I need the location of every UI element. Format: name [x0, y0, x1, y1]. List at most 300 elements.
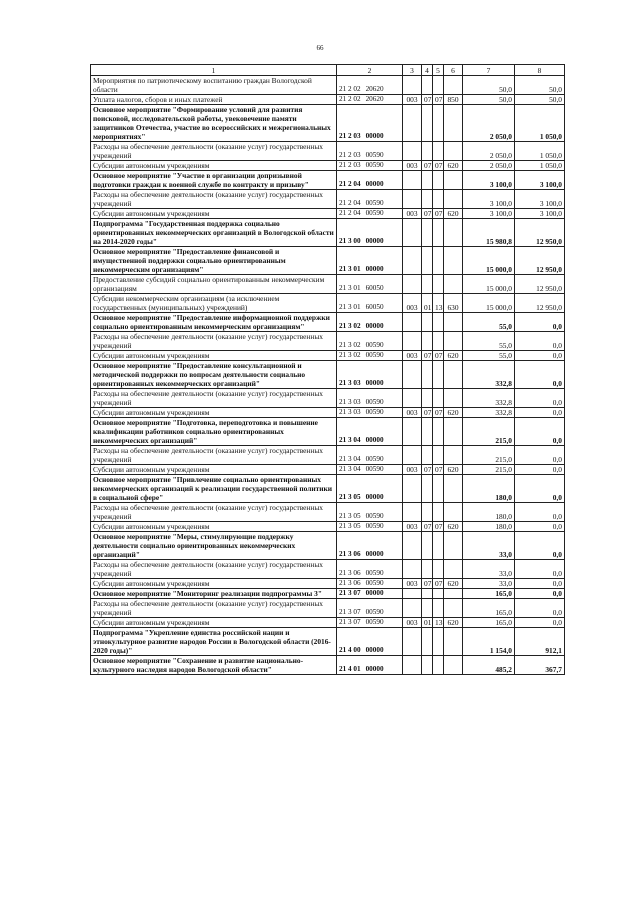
column-number: 2 — [337, 65, 403, 76]
row-subsection — [433, 475, 444, 503]
code-direction: 00590 — [365, 618, 384, 626]
row-expense-type — [444, 418, 463, 446]
row-code — [337, 618, 403, 628]
code-program: 21 3 02 — [339, 341, 361, 349]
row-code — [337, 522, 403, 532]
row-subsection — [433, 389, 444, 408]
table-row — [91, 95, 565, 105]
row-expense-type: 630 — [444, 294, 463, 313]
row-section — [422, 361, 433, 389]
table-row — [91, 161, 565, 171]
row-name: Расходы на обеспечение деятельности (оказание услуг) государственных учреждений — [91, 389, 337, 408]
code-program: 21 2 04 — [339, 199, 361, 207]
row-amount-col8: 12 950,0 — [515, 247, 565, 275]
row-expense-type — [444, 503, 463, 522]
row-admin-code — [403, 76, 422, 95]
row-subsection: 07 — [433, 161, 444, 171]
row-subsection — [433, 503, 444, 522]
row-subsection — [433, 190, 444, 209]
row-section: 07 — [422, 351, 433, 361]
row-admin-code — [403, 332, 422, 351]
row-admin-code — [403, 560, 422, 579]
row-section — [422, 589, 433, 599]
row-admin-code: 003 — [403, 579, 422, 589]
row-amount-col8: 0,0 — [515, 618, 565, 628]
row-amount-col8: 50,0 — [515, 95, 565, 105]
row-admin-code — [403, 247, 422, 275]
row-name: Расходы на обеспечение деятельности (оказание услуг) государственных учреждений — [91, 142, 337, 161]
table-row — [91, 332, 565, 351]
row-admin-code — [403, 599, 422, 618]
column-number: 4 — [422, 65, 433, 76]
row-expense-type — [444, 313, 463, 332]
row-amount-col8: 0,0 — [515, 361, 565, 389]
row-section — [422, 418, 433, 446]
row-expense-type — [444, 247, 463, 275]
row-expense-type: 620 — [444, 351, 463, 361]
row-name: Расходы на обеспечение деятельности (оказание услуг) государственных учреждений — [91, 190, 337, 209]
row-name: Основное мероприятие "Предоставление финансовой и имущественной поддержки социально ориентированным некоммерческим организациям" — [91, 247, 337, 275]
row-amount-col7: 215,0 — [463, 446, 515, 465]
row-amount-col7: 165,0 — [463, 618, 515, 628]
row-expense-type: 850 — [444, 95, 463, 105]
table-body — [91, 76, 565, 675]
row-section — [422, 275, 433, 294]
row-section — [422, 76, 433, 95]
row-subsection — [433, 247, 444, 275]
row-code — [337, 599, 403, 618]
row-subsection: 13 — [433, 294, 444, 313]
code-program: 21 4 00 — [339, 646, 361, 654]
row-code — [337, 332, 403, 351]
row-code — [337, 418, 403, 446]
row-code — [337, 465, 403, 475]
row-expense-type — [444, 190, 463, 209]
row-amount-col7: 55,0 — [463, 313, 515, 332]
code-direction: 00000 — [365, 550, 384, 558]
row-amount-col7: 2 050,0 — [463, 161, 515, 171]
code-direction: 00590 — [365, 199, 384, 207]
row-amount-col8: 12 950,0 — [515, 294, 565, 313]
row-admin-code: 003 — [403, 294, 422, 313]
row-name: Расходы на обеспечение деятельности (оказание услуг) государственных учреждений — [91, 446, 337, 465]
row-code — [337, 294, 403, 313]
row-subsection — [433, 171, 444, 190]
row-amount-col8: 3 100,0 — [515, 171, 565, 190]
code-direction: 20620 — [365, 85, 384, 93]
row-amount-col8: 912,1 — [515, 628, 565, 656]
row-name: Субсидии некоммерческим организациям (за исключением государственных (муниципальных) учреждений) — [91, 294, 337, 313]
row-code — [337, 95, 403, 105]
row-section — [422, 560, 433, 579]
row-amount-col8: 0,0 — [515, 475, 565, 503]
code-program: 21 3 00 — [339, 237, 361, 245]
row-name: Основное мероприятие "Участие в организации допризывной подготовки граждан к военной службе по контракту и призыву" — [91, 171, 337, 190]
row-amount-col8: 3 100,0 — [515, 190, 565, 209]
row-admin-code — [403, 532, 422, 560]
row-expense-type — [444, 589, 463, 599]
column-number: 7 — [463, 65, 515, 76]
row-amount-col7: 215,0 — [463, 465, 515, 475]
table-row — [91, 465, 565, 475]
row-code — [337, 656, 403, 675]
table-row — [91, 618, 565, 628]
row-name: Субсидии автономным учреждениям — [91, 408, 337, 418]
row-name: Предоставление субсидий социально ориентированным некоммерческим организациям — [91, 275, 337, 294]
code-direction: 00590 — [365, 455, 384, 463]
row-amount-col8: 0,0 — [515, 599, 565, 618]
row-admin-code — [403, 219, 422, 247]
table-row — [91, 105, 565, 142]
row-code — [337, 446, 403, 465]
code-program: 21 3 01 — [339, 284, 361, 292]
column-number-row — [91, 65, 565, 76]
row-code — [337, 219, 403, 247]
row-amount-col7: 180,0 — [463, 522, 515, 532]
row-subsection — [433, 219, 444, 247]
row-admin-code — [403, 446, 422, 465]
row-code — [337, 475, 403, 503]
table-row — [91, 171, 565, 190]
row-expense-type: 620 — [444, 522, 463, 532]
code-direction: 00590 — [365, 522, 384, 530]
row-subsection — [433, 361, 444, 389]
row-code — [337, 351, 403, 361]
table-row — [91, 294, 565, 313]
row-section — [422, 446, 433, 465]
row-section: 07 — [422, 95, 433, 105]
row-admin-code: 003 — [403, 351, 422, 361]
code-direction: 00000 — [365, 436, 384, 444]
code-program: 21 3 01 — [339, 265, 361, 273]
row-amount-col7: 55,0 — [463, 351, 515, 361]
row-expense-type — [444, 76, 463, 95]
row-name: Уплата налогов, сборов и иных платежей — [91, 95, 337, 105]
row-section — [422, 656, 433, 675]
code-program: 21 2 04 — [339, 209, 361, 217]
row-name: Основное мероприятие "Формирование условий для развития поисковой, исследовательской работы, увековечение памяти защитников Отечества, участие во всероссийских и межрегиональных мероприятиях" — [91, 105, 337, 142]
code-program: 21 3 03 — [339, 398, 361, 406]
row-code — [337, 105, 403, 142]
row-amount-col8: 3 100,0 — [515, 209, 565, 219]
row-admin-code: 003 — [403, 408, 422, 418]
code-direction: 00000 — [365, 646, 384, 654]
code-direction: 60050 — [365, 284, 384, 292]
code-program: 21 3 07 — [339, 618, 361, 626]
code-direction: 00590 — [365, 151, 384, 159]
row-name: Субсидии автономным учреждениям — [91, 209, 337, 219]
table-row — [91, 446, 565, 465]
row-amount-col7: 165,0 — [463, 599, 515, 618]
table-row — [91, 579, 565, 589]
code-direction: 00000 — [365, 493, 384, 501]
row-admin-code — [403, 589, 422, 599]
table-row — [91, 313, 565, 332]
code-direction: 00590 — [365, 351, 384, 359]
row-section — [422, 332, 433, 351]
code-program: 21 3 04 — [339, 465, 361, 473]
row-amount-col8: 0,0 — [515, 579, 565, 589]
code-direction: 00000 — [365, 322, 384, 330]
row-code — [337, 361, 403, 389]
row-subsection — [433, 446, 444, 465]
row-amount-col7: 1 154,0 — [463, 628, 515, 656]
row-subsection: 07 — [433, 209, 444, 219]
code-program: 21 2 02 — [339, 85, 361, 93]
row-name: Основное мероприятие "Предоставление консультационной и методической поддержки по вопросам деятельности социально ориентированных некоммерческих организаций" — [91, 361, 337, 389]
row-section — [422, 475, 433, 503]
row-name: Подпрограмма "Укрепление единства российской нации и этнокультурное развитие народов России в Вологодской области (2016-2020 годы)" — [91, 628, 337, 656]
row-admin-code: 003 — [403, 465, 422, 475]
budget-table — [90, 64, 565, 675]
row-section: 07 — [422, 579, 433, 589]
row-section — [422, 503, 433, 522]
row-amount-col8: 0,0 — [515, 503, 565, 522]
row-name: Основное мероприятие "Подготовка, переподготовка и повышение квалификации работников социально ориентированных некоммерческих организаций" — [91, 418, 337, 446]
row-expense-type — [444, 332, 463, 351]
row-expense-type — [444, 446, 463, 465]
row-admin-code: 003 — [403, 522, 422, 532]
row-amount-col7: 332,8 — [463, 408, 515, 418]
row-section — [422, 389, 433, 408]
row-amount-col8: 0,0 — [515, 351, 565, 361]
row-expense-type: 620 — [444, 209, 463, 219]
row-code — [337, 628, 403, 656]
code-program: 21 3 06 — [339, 579, 361, 587]
code-program: 21 3 07 — [339, 608, 361, 616]
code-program: 21 2 03 — [339, 151, 361, 159]
code-program: 21 2 02 — [339, 95, 361, 103]
row-name: Расходы на обеспечение деятельности (оказание услуг) государственных учреждений — [91, 599, 337, 618]
row-subsection: 07 — [433, 465, 444, 475]
row-amount-col8: 0,0 — [515, 408, 565, 418]
column-number: 5 — [433, 65, 444, 76]
row-admin-code — [403, 475, 422, 503]
row-expense-type — [444, 389, 463, 408]
row-admin-code: 003 — [403, 209, 422, 219]
code-program: 21 3 07 — [339, 589, 361, 597]
row-code — [337, 589, 403, 599]
row-expense-type — [444, 219, 463, 247]
code-direction: 00590 — [365, 209, 384, 217]
row-expense-type: 620 — [444, 618, 463, 628]
table-row — [91, 599, 565, 618]
row-amount-col7: 15 000,0 — [463, 247, 515, 275]
row-code — [337, 190, 403, 209]
code-direction: 00590 — [365, 161, 384, 169]
table-row — [91, 351, 565, 361]
code-program: 21 3 06 — [339, 550, 361, 558]
row-admin-code — [403, 503, 422, 522]
row-section — [422, 142, 433, 161]
row-amount-col8: 0,0 — [515, 532, 565, 560]
table-row — [91, 418, 565, 446]
row-name: Основное мероприятие "Сохранение и развитие национально-культурного наследия народов Вологодской области" — [91, 656, 337, 675]
row-amount-col7: 332,8 — [463, 389, 515, 408]
row-name: Субсидии автономным учреждениям — [91, 351, 337, 361]
row-name: Основное мероприятие "Меры, стимулирующие поддержку деятельности социально ориентированных некоммерческих организаций" — [91, 532, 337, 560]
row-amount-col7: 55,0 — [463, 332, 515, 351]
row-subsection: 13 — [433, 618, 444, 628]
code-program: 21 4 01 — [339, 665, 361, 673]
row-code — [337, 275, 403, 294]
column-number: 8 — [515, 65, 565, 76]
row-amount-col8: 12 950,0 — [515, 275, 565, 294]
row-amount-col7: 33,0 — [463, 532, 515, 560]
row-amount-col8: 0,0 — [515, 446, 565, 465]
table-row — [91, 389, 565, 408]
row-code — [337, 579, 403, 589]
code-program: 21 2 03 — [339, 132, 361, 140]
code-direction: 00590 — [365, 465, 384, 473]
code-program: 21 3 03 — [339, 408, 361, 416]
row-code — [337, 142, 403, 161]
table-row — [91, 219, 565, 247]
row-section — [422, 599, 433, 618]
row-admin-code: 003 — [403, 618, 422, 628]
code-program: 21 3 03 — [339, 379, 361, 387]
row-code — [337, 503, 403, 522]
row-subsection: 07 — [433, 408, 444, 418]
row-admin-code — [403, 190, 422, 209]
row-admin-code — [403, 361, 422, 389]
column-number: 3 — [403, 65, 422, 76]
row-admin-code — [403, 656, 422, 675]
row-amount-col7: 50,0 — [463, 76, 515, 95]
row-amount-col8: 0,0 — [515, 332, 565, 351]
table-row — [91, 275, 565, 294]
row-code — [337, 76, 403, 95]
table-row — [91, 209, 565, 219]
row-section — [422, 628, 433, 656]
code-program: 21 3 05 — [339, 512, 361, 520]
code-direction: 00590 — [365, 408, 384, 416]
row-admin-code — [403, 628, 422, 656]
row-amount-col7: 215,0 — [463, 418, 515, 446]
row-amount-col8: 0,0 — [515, 560, 565, 579]
row-subsection — [433, 532, 444, 560]
row-name: Расходы на обеспечение деятельности (оказание услуг) государственных учреждений — [91, 332, 337, 351]
row-admin-code — [403, 418, 422, 446]
row-section — [422, 105, 433, 142]
code-direction: 00590 — [365, 341, 384, 349]
row-name: Основное мероприятие "Предоставление информационной поддержки социально ориентированным некоммерческим организациям" — [91, 313, 337, 332]
row-amount-col8: 367,7 — [515, 656, 565, 675]
row-subsection: 07 — [433, 522, 444, 532]
row-expense-type — [444, 599, 463, 618]
row-amount-col8: 0,0 — [515, 389, 565, 408]
row-amount-col8: 1 050,0 — [515, 142, 565, 161]
row-code — [337, 171, 403, 190]
row-amount-col7: 3 100,0 — [463, 209, 515, 219]
row-subsection — [433, 589, 444, 599]
row-code — [337, 389, 403, 408]
row-admin-code — [403, 105, 422, 142]
row-expense-type — [444, 532, 463, 560]
table-row — [91, 190, 565, 209]
row-section — [422, 190, 433, 209]
row-name: Субсидии автономным учреждениям — [91, 522, 337, 532]
row-name: Расходы на обеспечение деятельности (оказание услуг) государственных учреждений — [91, 560, 337, 579]
row-section — [422, 219, 433, 247]
row-expense-type — [444, 628, 463, 656]
row-expense-type — [444, 275, 463, 294]
row-expense-type — [444, 560, 463, 579]
table-row — [91, 560, 565, 579]
code-direction: 00000 — [365, 379, 384, 387]
row-amount-col7: 2 050,0 — [463, 142, 515, 161]
row-admin-code — [403, 275, 422, 294]
row-code — [337, 532, 403, 560]
row-name: Субсидии автономным учреждениям — [91, 465, 337, 475]
row-expense-type — [444, 475, 463, 503]
row-subsection: 07 — [433, 95, 444, 105]
row-code — [337, 408, 403, 418]
row-name: Субсидии автономным учреждениям — [91, 579, 337, 589]
row-expense-type — [444, 656, 463, 675]
row-amount-col8: 1 050,0 — [515, 105, 565, 142]
row-amount-col8: 12 950,0 — [515, 219, 565, 247]
row-subsection — [433, 560, 444, 579]
code-program: 21 3 01 — [339, 303, 361, 311]
row-amount-col7: 15 000,0 — [463, 275, 515, 294]
row-expense-type: 620 — [444, 579, 463, 589]
row-subsection — [433, 656, 444, 675]
row-amount-col7: 3 100,0 — [463, 190, 515, 209]
row-amount-col8: 50,0 — [515, 76, 565, 95]
code-direction: 00590 — [365, 579, 384, 587]
code-program: 21 2 03 — [339, 161, 361, 169]
code-direction: 00000 — [365, 237, 384, 245]
row-subsection — [433, 628, 444, 656]
row-code — [337, 247, 403, 275]
row-admin-code — [403, 171, 422, 190]
row-name: Мероприятия по патриотическому воспитанию граждан Вологодской области — [91, 76, 337, 95]
code-direction: 00000 — [365, 265, 384, 273]
code-program: 21 3 04 — [339, 436, 361, 444]
row-amount-col8: 0,0 — [515, 313, 565, 332]
row-amount-col8: 1 050,0 — [515, 161, 565, 171]
row-admin-code — [403, 389, 422, 408]
code-direction: 00590 — [365, 512, 384, 520]
row-section: 07 — [422, 522, 433, 532]
row-amount-col7: 15 980,8 — [463, 219, 515, 247]
row-admin-code: 003 — [403, 95, 422, 105]
table-row — [91, 532, 565, 560]
table-row — [91, 503, 565, 522]
code-program: 21 3 05 — [339, 522, 361, 530]
row-amount-col8: 0,0 — [515, 418, 565, 446]
row-section — [422, 532, 433, 560]
code-program: 21 3 06 — [339, 569, 361, 577]
table-row — [91, 408, 565, 418]
row-section: 07 — [422, 209, 433, 219]
row-section: 01 — [422, 618, 433, 628]
row-subsection — [433, 275, 444, 294]
table-row — [91, 589, 565, 599]
row-amount-col7: 3 100,0 — [463, 171, 515, 190]
row-amount-col7: 2 050,0 — [463, 105, 515, 142]
row-name: Субсидии автономным учреждениям — [91, 618, 337, 628]
code-program: 21 3 05 — [339, 493, 361, 501]
column-number: 6 — [444, 65, 463, 76]
code-direction: 00590 — [365, 398, 384, 406]
row-expense-type — [444, 105, 463, 142]
row-subsection — [433, 332, 444, 351]
row-code — [337, 560, 403, 579]
row-name: Основное мероприятие "Привлечение социально ориентированных некоммерческих организаций к реализации государственной политики в социальной сфере" — [91, 475, 337, 503]
table-row — [91, 76, 565, 95]
